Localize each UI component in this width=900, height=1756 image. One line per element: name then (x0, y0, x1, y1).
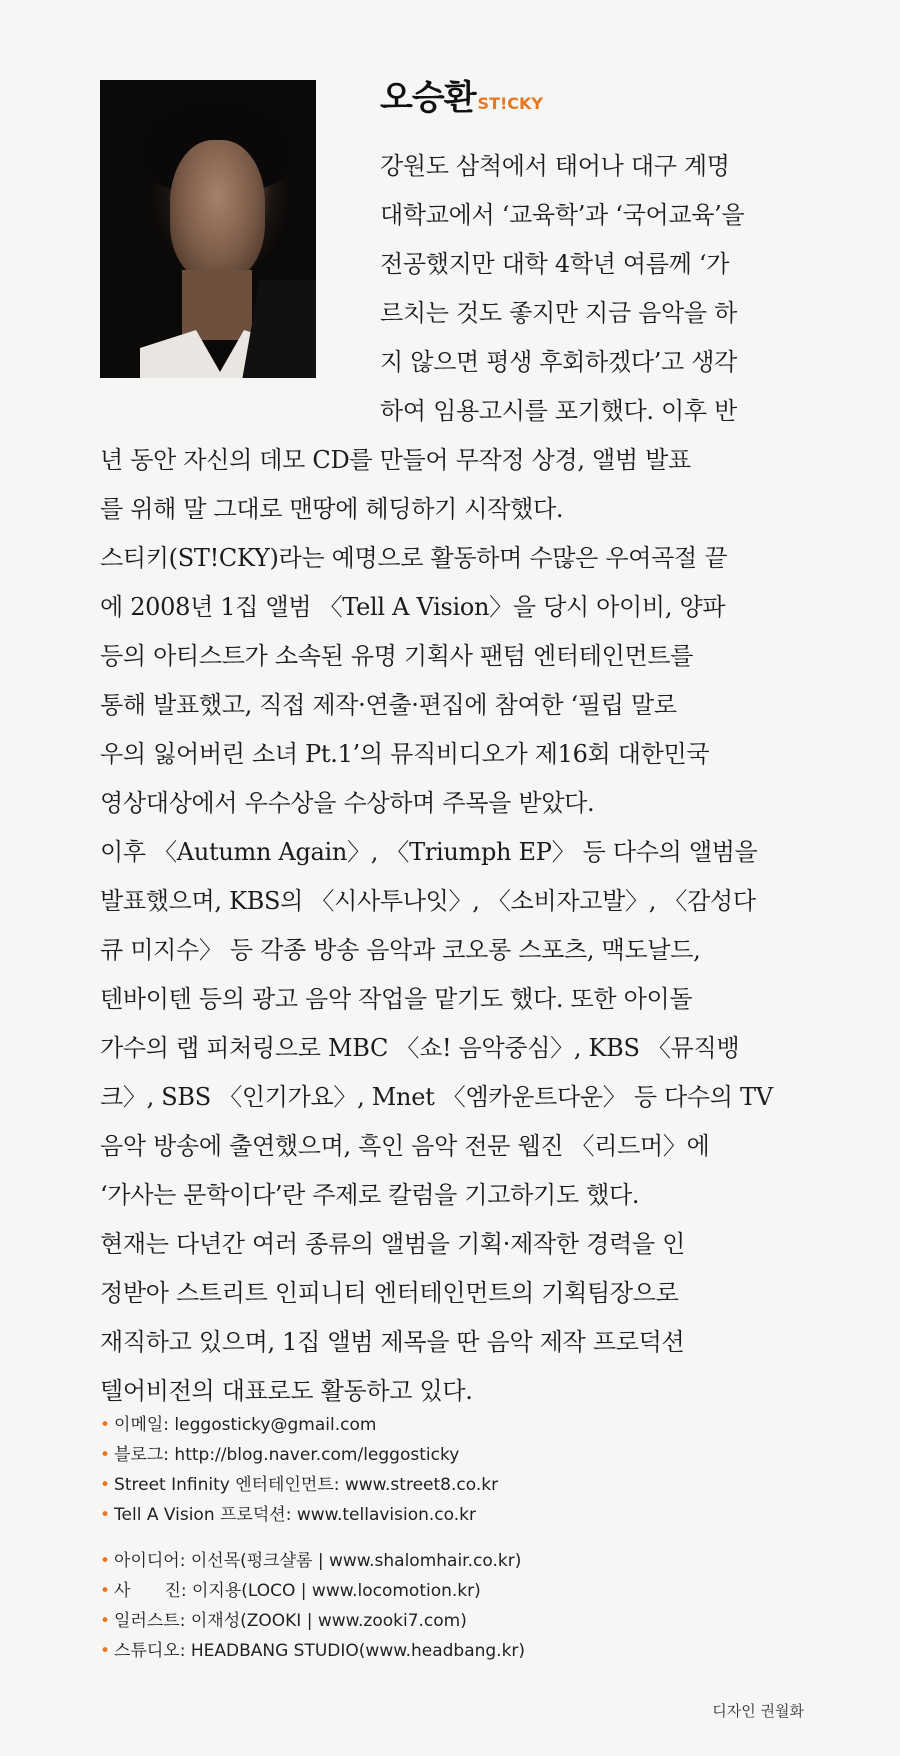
profile-photo (100, 80, 316, 378)
bio-line: 를 위해 말 그대로 맨땅에 헤딩하기 시작했다. (100, 495, 564, 523)
bio-line: 정받아 스트리트 인피니티 엔터테인먼트의 기획팀장으로 (100, 1279, 679, 1307)
bio-line: 가수의 랩 피처링으로 MBC 〈쇼! 음악중심〉, KBS 〈뮤직뱅 (100, 1034, 740, 1062)
bullet-icon: • (100, 1475, 111, 1495)
bullet-icon: • (100, 1415, 111, 1435)
bullet-icon: • (100, 1581, 111, 1601)
bio-line: 우의 잃어버린 소녀 Pt.1’의 뮤직비디오가 제16회 대한민국 (100, 740, 710, 768)
contact-item (100, 1474, 498, 1496)
bio-line: 음악 방송에 출연했으며, 흑인 음악 전문 웹진 〈리드머〉에 (100, 1132, 710, 1160)
bio-line: ‘가사는 문학이다’란 주제로 칼럼을 기고하기도 했다. (100, 1181, 640, 1209)
contact-blog: 블로그: http://blog.naver.com/leggosticky (114, 1445, 460, 1465)
contact-item (100, 1444, 459, 1466)
bio-line: 지 않으면 평생 후회하겠다’고 생각 (380, 348, 738, 376)
bullet-icon: • (100, 1641, 111, 1661)
bio-line: 통해 발표했고, 직접 제작·연출·편집에 참여한 ‘필립 말로 (100, 691, 677, 719)
bio-line: 현재는 다년간 여러 종류의 앨범을 기획·제작한 경력을 인 (100, 1230, 685, 1258)
credit-photo: 사 진: 이지용(LOCO | www.locomotion.kr) (114, 1581, 481, 1601)
bio-line: 등의 아티스트가 소속된 유명 기획사 팬텀 엔터테인먼트를 (100, 642, 694, 670)
credit-studio: 스튜디오: HEADBANG STUDIO(www.headbang.kr) (114, 1641, 526, 1661)
bio-line: 강원도 삼척에서 태어나 대구 계명 (380, 152, 730, 180)
photo-neck (182, 270, 252, 340)
bio-line: 텐바이텐 등의 광고 음악 작업을 맡기도 했다. 또한 아이돌 (100, 985, 693, 1013)
bio-line: 텔어비전의 대표로도 활동하고 있다. (100, 1377, 473, 1405)
bio-line: 재직하고 있으며, 1집 앨범 제목을 딴 음악 제작 프로덕션 (100, 1328, 685, 1356)
bullet-icon: • (100, 1445, 111, 1465)
bio-line: 큐 미지수〉 등 각종 방송 음악과 코오롱 스포츠, 맥도날드, (100, 936, 701, 964)
bio-line: 대학교에서 ‘교육학’과 ‘국어교육’을 (380, 201, 745, 229)
profile-name: 오승환 (380, 78, 476, 118)
bio-line: 크〉, SBS 〈인기가요〉, Mnet 〈엠카운트다운〉 등 다수의 TV (100, 1083, 773, 1111)
photo-face (170, 140, 265, 280)
bio-line: 이후 〈Autumn Again〉, 〈Triumph EP〉 등 다수의 앨범을 (100, 838, 758, 866)
profile-alias: ST!CKY (477, 94, 544, 113)
bio-line: 년 동안 자신의 데모 CD를 만들어 무작정 상경, 앨범 발표 (100, 446, 691, 474)
contact-item (100, 1504, 476, 1526)
contact-street-infinity: Street Infinity 엔터테인먼트: www.street8.co.kr (114, 1475, 499, 1495)
bullet-icon: • (100, 1611, 111, 1631)
credit-idea: 아이디어: 이선목(펑크샬롬 | www.shalomhair.co.kr) (114, 1551, 522, 1571)
design-credit: 디자인 권월화 (712, 1702, 804, 1720)
bio-line: 에 2008년 1집 앨범 〈Tell A Vision〉을 당시 아이비, 양파 (100, 593, 726, 621)
bio-line: 하여 임용고시를 포기했다. 이후 반 (380, 397, 738, 425)
contact-email: 이메일: leggosticky@gmail.com (114, 1415, 377, 1435)
credit-item (100, 1550, 521, 1572)
contact-tell-a-vision: Tell A Vision 프로덕션: www.tellavision.co.kr (114, 1505, 476, 1525)
credit-item (100, 1610, 467, 1632)
contact-item (100, 1414, 376, 1436)
bio-line: 발표했으며, KBS의 〈시사투나잇〉, 〈소비자고발〉, 〈감성다 (100, 887, 756, 915)
bio-line: 영상대상에서 우수상을 수상하며 주목을 받았다. (100, 789, 595, 817)
bio-line: 르치는 것도 좋지만 지금 음악을 하 (380, 299, 738, 327)
credit-item (100, 1640, 525, 1662)
bio-line: 스티키(ST!CKY)라는 예명으로 활동하며 수많은 우여곡절 끝 (100, 544, 728, 572)
credit-item (100, 1580, 481, 1602)
profile-name-heading (380, 78, 543, 118)
credit-illustration: 일러스트: 이재성(ZOOKI | www.zooki7.com) (114, 1611, 467, 1631)
bullet-icon: • (100, 1551, 111, 1571)
bullet-icon: • (100, 1505, 111, 1525)
bio-line: 전공했지만 대학 4학년 여름께 ‘가 (380, 250, 730, 278)
